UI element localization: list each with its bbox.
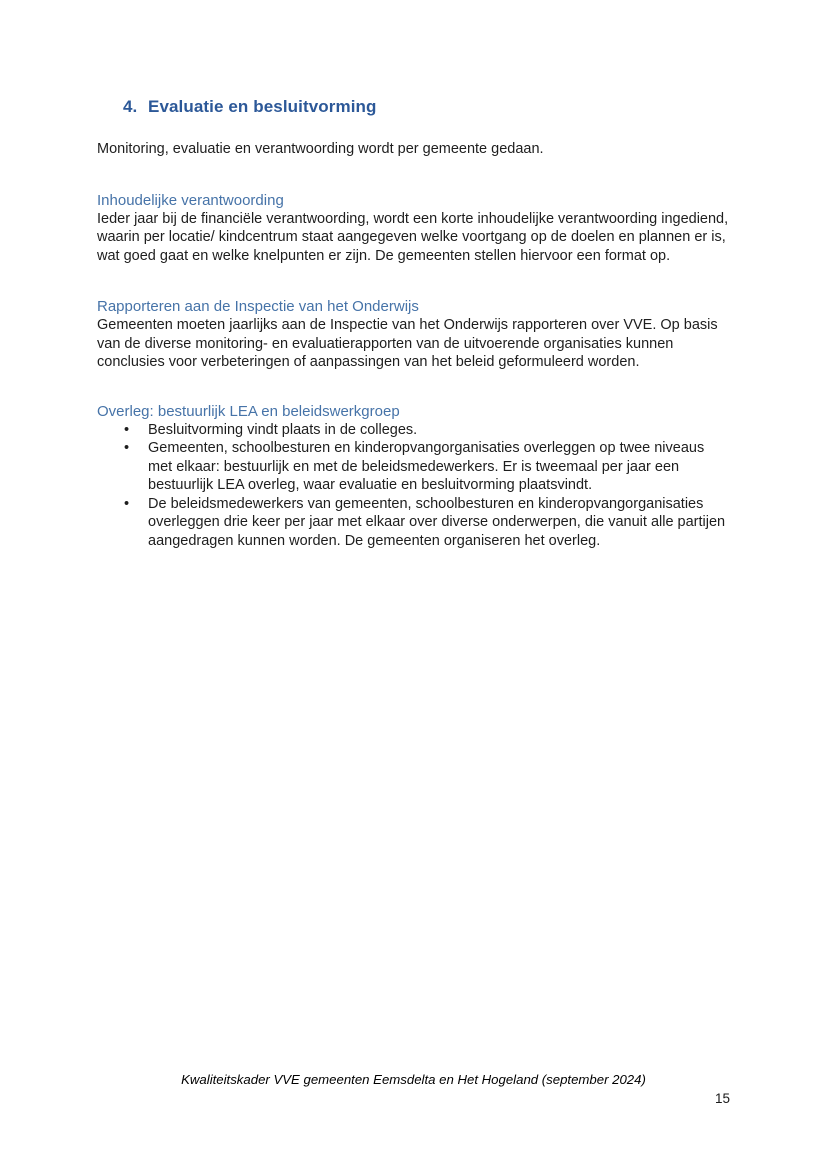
section-heading: Rapporteren aan de Inspectie van het Onderwijs [97, 298, 419, 315]
document-content [0, 0, 827, 550]
section-paragraph: Ieder jaar bij de financiële verantwoording, wordt een korte inhoudelijke verantwoording ingediend, waarin per locatie/ kindcentrum staat aangegeven welke voortgang op de doelen en plannen er is, wat goed gaat en welke knelpunten er zijn. De gemeenten stellen hiervoor een format op. [97, 210, 729, 264]
chapter-heading [123, 96, 730, 118]
section-heading: Inhoudelijke verantwoording [97, 191, 284, 209]
list-item: • Gemeenten, schoolbesturen en kinderopvangorganisaties overleggen op twee niveaus met elkaar: bestuurlijk en met de beleidsmedewerkers. Er is tweemaal per jaar een bestuurlijk LEA overleg, waar evaluatie en besluitvorming plaatsvindt. [148, 439, 730, 495]
intro-paragraph: Monitoring, evaluatie en verantwoording wordt per gemeente gedaan. [97, 141, 544, 157]
page-footer [97, 1071, 730, 1107]
section-overleg-lea [97, 402, 730, 551]
section-heading: Overleg: bestuurlijk LEA en beleidswerkgroep [97, 402, 400, 420]
list-item: • De beleidsmedewerkers van gemeenten, schoolbesturen en kinderopvangorganisaties overleggen drie keer per jaar met elkaar over diverse onderwerpen, die vanuit alle partijen aangedragen kunnen worden. De gemeenten organiseren het overleg. [148, 495, 730, 551]
list-item: • Besluitvorming vindt plaats in de colleges. [148, 421, 730, 440]
section-paragraph: Gemeenten moeten jaarlijks aan de Inspectie van het Onderwijs rapporteren over VVE. Op basis van de diverse monitoring- en evaluatierapporten van de uitvoerende organisaties kunnen conclusies voor verbeteringen of aanpassingen van het beleid geformuleerd worden. [97, 317, 718, 370]
chapter-number: 4. [123, 97, 138, 116]
section-rapporteren-inspectie [97, 297, 730, 372]
chapter-title: Evaluatie en besluitvorming [148, 97, 377, 116]
page-number: 15 [714, 1091, 730, 1106]
footer-document-title: Kwaliteitskader VVE gemeenten Eemsdelta en Het Hogeland (september 2024) [181, 1072, 646, 1087]
bullet-list [97, 421, 730, 551]
section-inhoudelijke-verantwoording [97, 191, 730, 266]
